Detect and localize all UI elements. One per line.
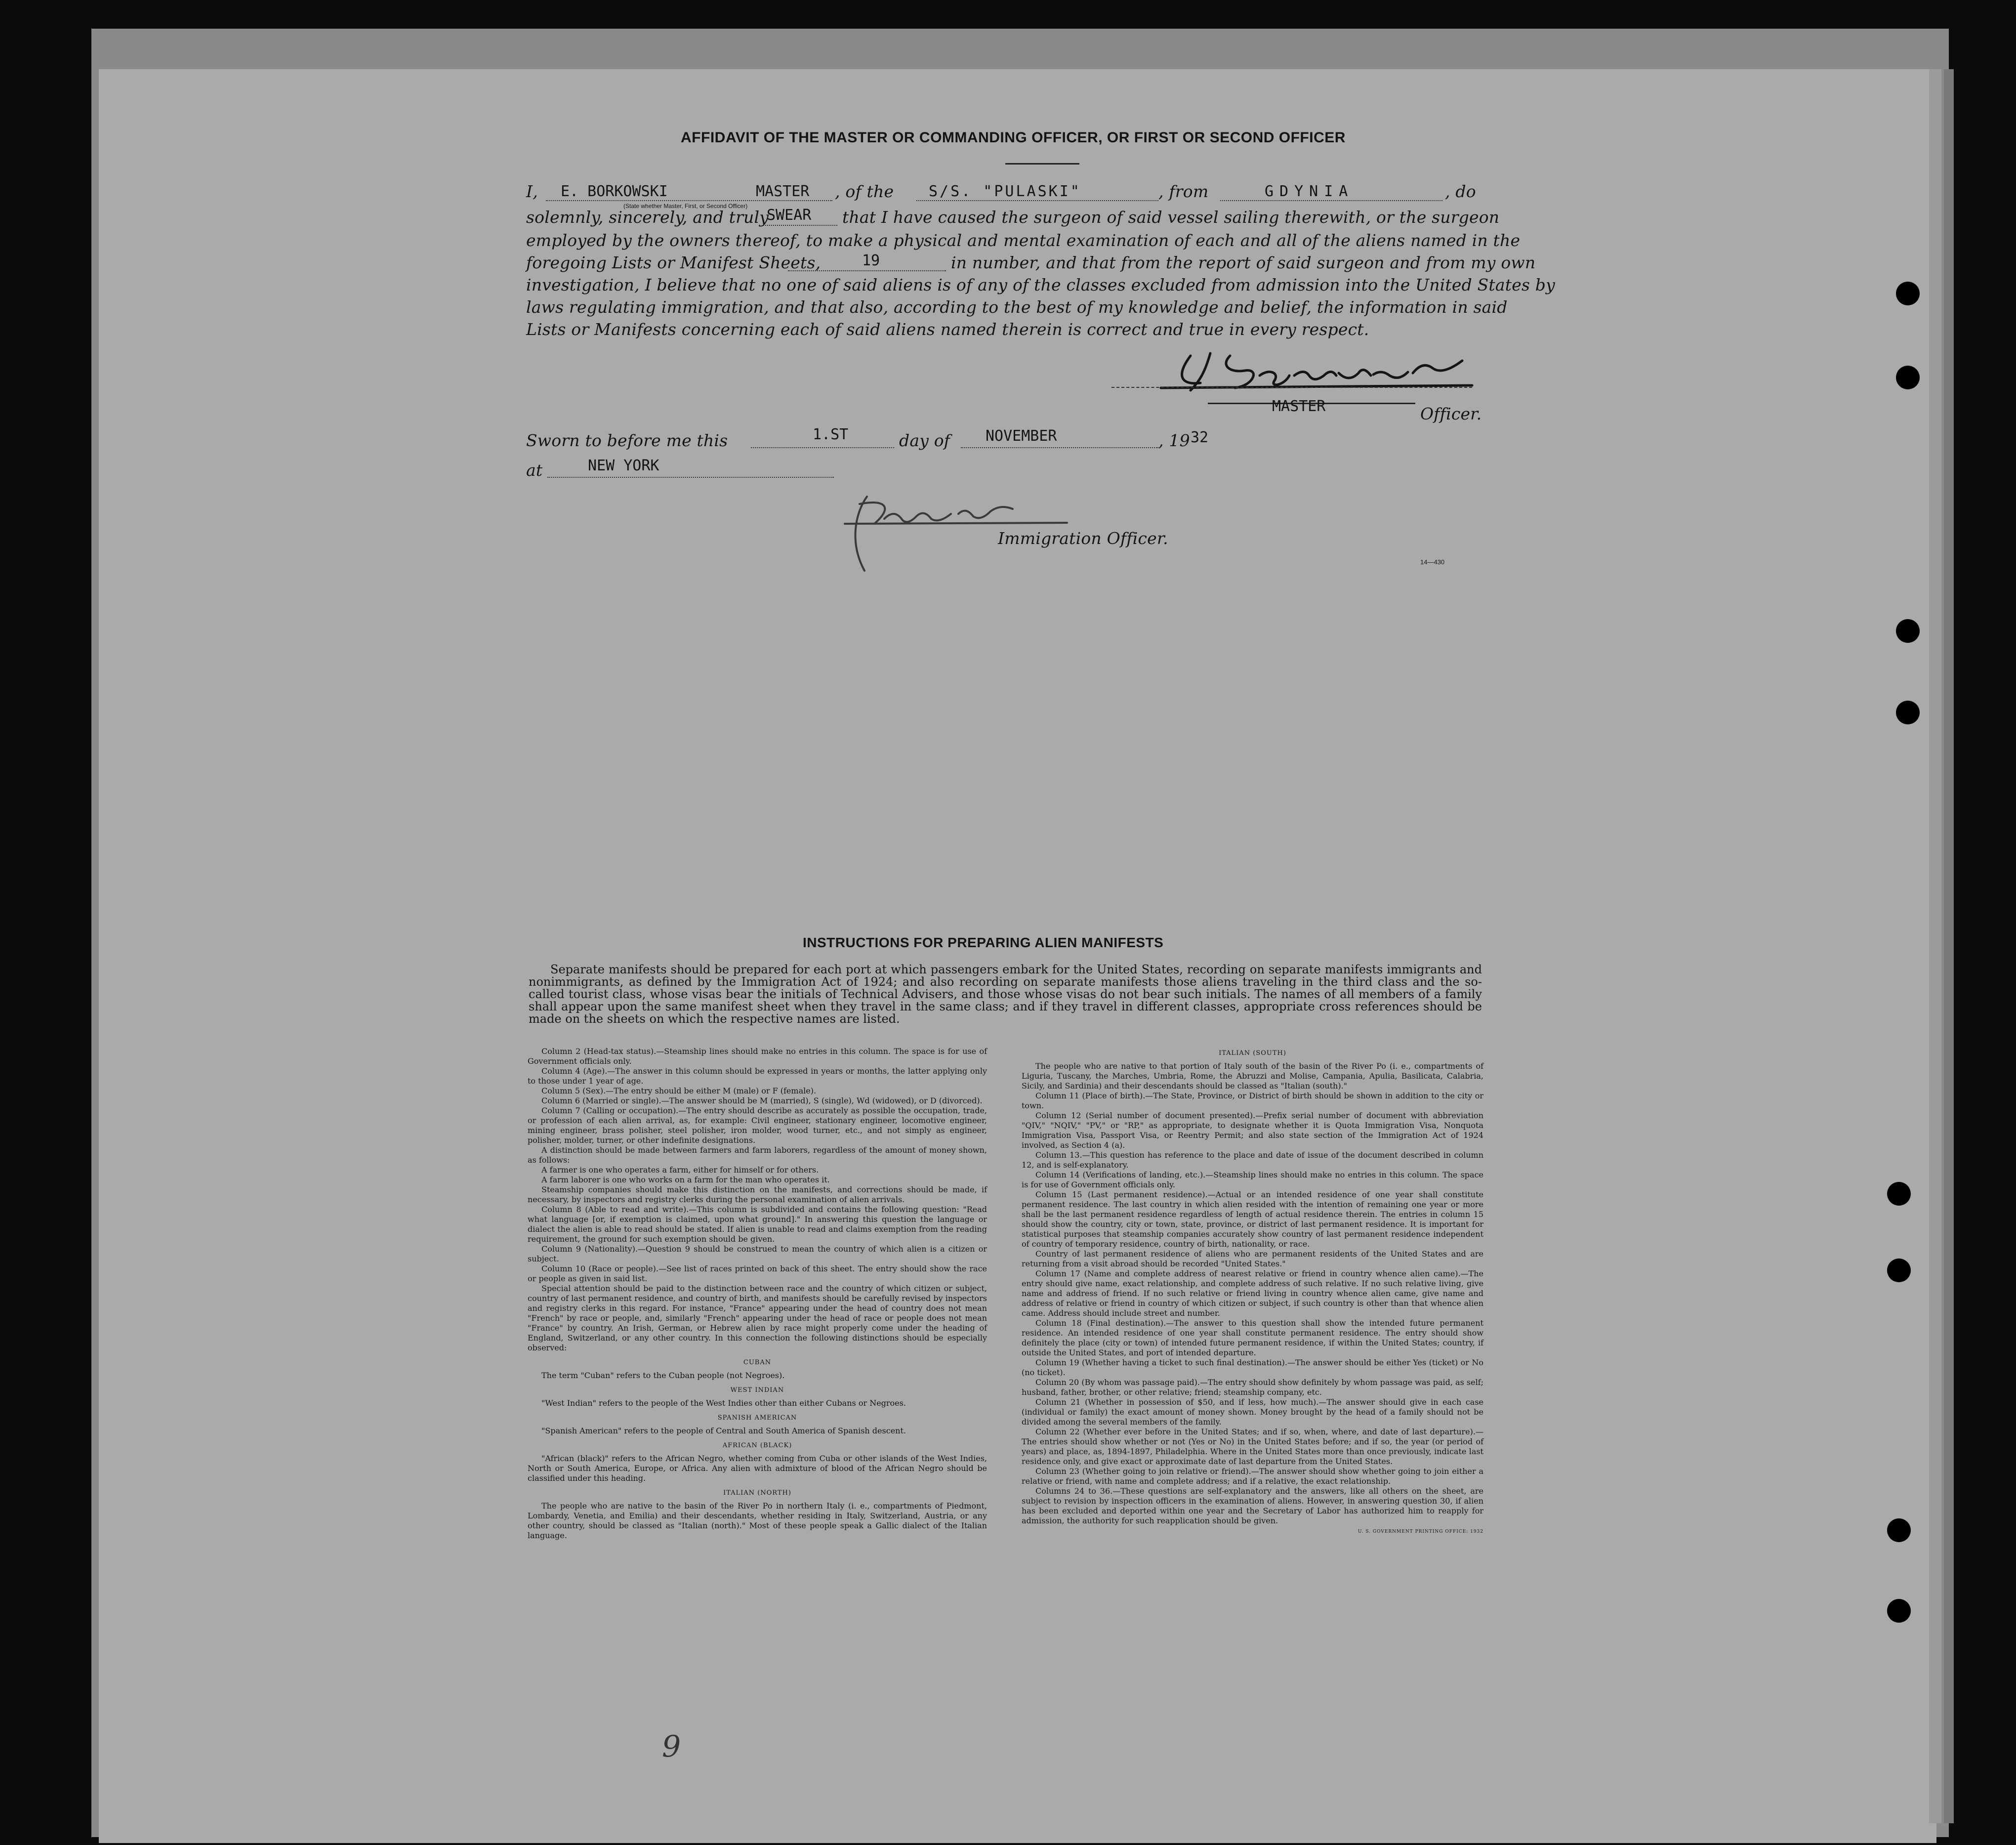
from-label: , from — [1158, 182, 1209, 201]
binder-hole — [1896, 619, 1920, 643]
rank: MASTER — [756, 183, 810, 200]
instruction-paragraph: Column 9 (Nationality).—Question 9 should be construed to mean the country of which alien is a citizen or subject. — [528, 1244, 987, 1263]
affidavit-line-1 — [526, 182, 538, 201]
instruction-paragraph: A farm laborer is one who works on a farm for the man who operates it. — [541, 1175, 830, 1184]
master-name: E. BORKOWSKI — [561, 183, 668, 200]
binder-hole — [1896, 701, 1920, 724]
instruction-paragraph: Column 7 (Calling or occupation).—The entry should describe as accurately as possible the occupation, trade, or profession of each alien arrival, as, for example: Civil engineer, stationary engineer, locomotive engineer, mining engineer, brass polisher, steel polisher, iron molder, wood turner, etc., and not simply as engineer, polisher, molder, turner, or other indefinite designations. — [528, 1106, 987, 1145]
affidavit-prefix: I, — [526, 182, 538, 201]
year-prefix: , 19 — [1158, 431, 1190, 450]
binder-hole — [1887, 1182, 1911, 1206]
master-name-line — [546, 200, 832, 201]
affidavit-line-6: laws regulating immigration, and that also, according to the best of my knowledge and belief, the information in said — [526, 297, 1508, 317]
instruction-paragraph: Column 12 (Serial number of document presented).—Prefix serial number of document with abbreviation "QIV," "NQIV," "PV," or "RP," as appropriate, to designate whether it is Quota Immigration Visa, Nonquota Immigration Visa, Passport Visa, or Reentry Permit; and also state section of the Immigration Act of 1924 involved, as Section 4 (a). — [1022, 1111, 1483, 1150]
instruction-paragraph: Column 10 (Race or people).—See list of races printed on back of this sheet. The entry should show the race or people as given in said list. — [528, 1264, 987, 1283]
sworn-month: NOVEMBER — [986, 427, 1057, 445]
at-label: at — [526, 461, 543, 480]
instruction-paragraph: Steamship companies should make this distinction on the manifests, and corrections should be made, if necessary, by inspectors and registry clerks during the personal examination of alien arrivals. — [528, 1185, 987, 1204]
instruction-paragraph: Column 13.—This question has reference to the place and date of issue of the document described in column 12, and is self-explanatory. — [1022, 1150, 1483, 1170]
sworn-month-line — [961, 447, 1158, 448]
instruction-paragraph: Column 18 (Final destination).—The answer to this question shall show the intended future permanent residence. An intended residence of one year shall constitute permanent residence. The entry should show definitely the place (city or town) of intended future permanent residence, if within the United States; country, if outside the United States, and port of intended departure. — [1022, 1318, 1483, 1357]
affidavit-line-4-suffix: in number, and that from the report of said surgeon and from my own — [951, 253, 1536, 272]
instruction-paragraph: Column 22 (Whether ever before in the United States; and if so, when, where, and date of last departure).—The entries should show whether or not (Yes or No) in the United States before; and if so, the year (or period of years) and place, as, 1894-1897, Philadelphia. Where in the United States more than once previously, indicate last residence only, and give exact or approximate date of last departure from the United States. — [1022, 1427, 1483, 1466]
affidavit-line-4-prefix: foregoing Lists or Manifest Sheets, — [526, 253, 821, 272]
instruction-paragraph: Column 6 (Married or single).—The answer should be M (married), S (single), Wd (widowed), or D (divorced). — [541, 1096, 983, 1105]
section-heading: WEST INDIAN — [730, 1386, 784, 1394]
day-of-label: day of — [899, 431, 950, 450]
instructions-title: INSTRUCTIONS FOR PREPARING ALIEN MANIFESTS — [803, 935, 1164, 950]
do-label: , do — [1445, 182, 1476, 201]
vessel-line — [916, 200, 1158, 201]
binder-hole — [1887, 1258, 1911, 1282]
instructions-intro — [529, 964, 1482, 1025]
instruction-paragraph: "Spanish American" refers to the people of Central and South America of Spanish descent. — [541, 1426, 906, 1435]
instruction-paragraph: Column 5 (Sex).—The entry should be either M (male) or F (female). — [541, 1086, 817, 1095]
affidavit-line-7: Lists or Manifests concerning each of said aliens named therein is correct and true in every respect. — [526, 320, 1369, 339]
instruction-paragraph: Column 4 (Age).—The answer in this column should be expressed in years or months, the latter applying only to those under 1 year of age. — [528, 1066, 987, 1086]
instruction-paragraph: Column 15 (Last permanent residence).—Actual or an intended residence of one year shall constitute permanent residence. The last country in which alien resided with the intention of remaining one year or more shall be the last permanent residence regardless of length of actual residence therein. The entries in column 15 should show the country, city or town, state, province, or district of last permanent residence. It is important for statistical purposes that steamship companies accurately show country of last permanent residence independent of country of temporary residence, country of birth, nationality, or race. — [1022, 1190, 1483, 1249]
sheet-count: 19 — [862, 252, 880, 269]
instruction-paragraph: Column 20 (By whom was passage paid).—The entry should show definitely by whom passage was paid, as self; husband, father, brother, or other relative; friend; steamship company, etc. — [1022, 1378, 1483, 1397]
affidavit-line-2-prefix: solemnly, sincerely, and truly — [526, 208, 769, 227]
sworn-day: 1.ST — [813, 426, 849, 443]
sworn-day-line — [751, 447, 894, 448]
instruction-paragraph: The term "Cuban" refers to the Cuban people (not Negroes). — [541, 1371, 785, 1380]
oath: SWEAR — [767, 207, 812, 224]
sheet-count-line — [788, 270, 946, 271]
port-name: GDYNIA — [1265, 183, 1354, 200]
instruction-paragraph: The people who are native to the basin of the River Po in northern Italy (i. e., compartments of Piedmont, Lombardy, Venetia, and Emilia) and their descendants, whether residing in Italy, Switzerland, Austria, or any other country, should be classed as "Italian (north)." Most of these people speak a Gallic dialect of the Italian language. — [528, 1501, 987, 1540]
instruction-paragraph: Column 8 (Able to read and write).—This column is subdivided and contains the following question: "Read what language [or, if exemption is claimed, upon what ground]." In answering this question the language or dialect the alien is able to read should be stated. If alien is unable to read and claims exemption from the reading requirement, the ground for such exemption should be given. — [528, 1205, 987, 1244]
instruction-paragraph: Column 2 (Head-tax status).—Steamship lines should make no entries in this column. The space is for use of Government officials only. — [528, 1047, 987, 1066]
instruction-paragraph: A farmer is one who operates a farm, either for himself or for others. — [541, 1165, 819, 1174]
port-line — [1220, 200, 1442, 201]
page-edge — [1929, 69, 1941, 1823]
instruction-paragraph: Country of last permanent residence of aliens who are permanent residents of the United States and are returning from a visit abroad should be recorded "United States." — [1022, 1249, 1483, 1268]
sworn-year: 32 — [1191, 429, 1209, 446]
instruction-paragraph: Columns 24 to 36.—These questions are self-explanatory and the answers, like all others on the sheet, are subject to revision by inspection officers in the examination of aliens. However, in answering question 30, if alien has been excluded and deported within one year and the Secretary of Labor has authorized him to reapply for admission, the authority for such reapplication should be given. — [1022, 1486, 1483, 1525]
affidavit-line-2-suffix: that I have caused the surgeon of said vessel sailing therewith, or the surgeon — [842, 208, 1500, 227]
sworn-place-line — [547, 477, 834, 478]
section-heading: ITALIAN (NORTH) — [723, 1489, 791, 1497]
instruction-paragraph: A distinction should be made between farmers and farm laborers, regardless of the amount of money shown, as follows: — [528, 1145, 987, 1165]
form-number: 14—430 — [1420, 558, 1445, 566]
instruction-paragraph: The people who are native to that portion of Italy south of the basin of the River Po (i. e., compartments of Liguria, Tuscany, the Marches, Umbria, Rome, the Abruzzi and Molise, Campania, Apulia, Basilicata, Calabria, Sicily, and Sardinia) and their descendants should be classed as "Italian (south)." — [1022, 1061, 1483, 1090]
section-heading: SPANISH AMERICAN — [717, 1414, 797, 1422]
affidavit-title: AFFIDAVIT OF THE MASTER OR COMMANDING OFFICER, OR FIRST OR SECOND OFFICER — [681, 129, 1346, 146]
instruction-paragraph: Special attention should be paid to the distinction between race and the country of which citizen or subject, country of last permanent residence, and country of birth, and manifests should be carefully revised by inspectors and registry clerks in this regard. For instance, "France" appearing under the head of country does not mean "French" by race or people, and, similarly "French" appearing under the head of race or people does not mean "France" by country. An Irish, German, or Hebrew alien by race might properly come under the heading of England, Switzerland, or any other country. In this connection the following distinctions should be especially observed: — [528, 1284, 987, 1352]
signature-line — [1111, 387, 1472, 388]
sworn-place: NEW YORK — [588, 457, 659, 474]
signature-rank: MASTER — [1272, 398, 1326, 415]
instruction-paragraph: Column 21 (Whether in possession of $50, and if less, how much).—The answer should give in each case (individual or family) the exact amount of money shown. Money brought by the head of a family should not be divided among the several members of the family. — [1022, 1397, 1483, 1426]
instruction-paragraph: Column 19 (Whether having a ticket to such final destination).—The answer should be either Yes (ticket) or No (no ticket). — [1022, 1358, 1483, 1377]
section-heading: AFRICAN (BLACK) — [722, 1442, 792, 1449]
rank-caption: (State whether Master, First, or Second Officer) — [623, 203, 748, 210]
instruction-paragraph: Column 11 (Place of birth).—The State, Province, or District of birth should be shown in addition to the city or town. — [1022, 1091, 1483, 1110]
of-the-label: , of the — [835, 182, 894, 201]
instruction-paragraph: Column 14 (Verifications of landing, etc.).—Steamship lines should make no entries in this column. The space is for use of Government officials only. — [1022, 1170, 1483, 1189]
vessel-name: S/S. "PULASKI" — [929, 183, 1081, 200]
binder-hole — [1896, 282, 1920, 305]
instruction-paragraph: "West Indian" refers to the people of the West Indies other than either Cubans or Negroes. — [541, 1398, 906, 1408]
instruction-paragraph: Column 17 (Name and complete address of nearest relative or friend in country whence alien came).—The entry should give name, exact relationship, and complete address of such relative. If no such relative living, give name and address of friend. If no such relative or friend living in country whence alien came, give name and address of relative or friend in country of which citizen or subject, if such country is other than that whence alien came. Address should include street and number. — [1022, 1269, 1483, 1318]
immigration-officer-label: Immigration Officer. — [998, 529, 1168, 548]
section-heading: ITALIAN (SOUTH) — [1219, 1049, 1286, 1057]
binder-hole — [1887, 1518, 1911, 1542]
page-edge — [1944, 69, 1954, 1823]
instruction-paragraph: "African (black)" refers to the African Negro, whether coming from Cuba or other islands of the West Indies, North or South America, Europe, or Africa. Any alien with admixture of blood of the African Negro should be classified under this heading. — [528, 1454, 987, 1483]
oath-line — [763, 225, 837, 226]
affidavit-line-3: employed by the owners thereof, to make a physical and mental examination of each and all of the aliens named in the — [526, 231, 1521, 250]
instruction-paragraph: Column 23 (Whether going to join relative or friend).—The answer should show whether going to join either a relative or friend, with name and complete address; and if a relative, the exact relationship. — [1022, 1467, 1483, 1486]
instructions-right-column — [1022, 1048, 1483, 1537]
officer-label: Officer. — [1420, 404, 1482, 423]
binder-hole — [1887, 1599, 1911, 1623]
section-heading: CUBAN — [743, 1359, 772, 1366]
sworn-prefix: Sworn to before me this — [526, 431, 728, 450]
handwritten-mark: 9 — [662, 1729, 681, 1764]
title-rule — [1005, 163, 1079, 165]
affidavit-line-5: investigation, I believe that no one of said aliens is of any of the classes excluded from admission into the United States by — [526, 275, 1555, 294]
binder-hole — [1896, 366, 1920, 389]
instructions-left-column — [528, 1047, 987, 1541]
intro-paragraph: Separate manifests should be prepared for each port at which passengers embark for the United States, recording on separate manifests immigrants and nonimmigrants, as defined by the Immigration Act of 1924; and also recording on separate manifests those aliens traveling in the third class and the so-called tourist class, whose visas bear the initials of Technical Advisers, and those whose visas do not bear such initials. The names of all members of a family shall appear upon the same manifest sheet when they travel in the same class; and if they travel in different classes, appropriate cross references should be made on the sheets on which the respective names are listed. — [529, 963, 1482, 1026]
printer-imprint: U. S. GOVERNMENT PRINTING OFFICE: 1932 — [1358, 1529, 1483, 1534]
master-signature — [1131, 346, 1487, 400]
